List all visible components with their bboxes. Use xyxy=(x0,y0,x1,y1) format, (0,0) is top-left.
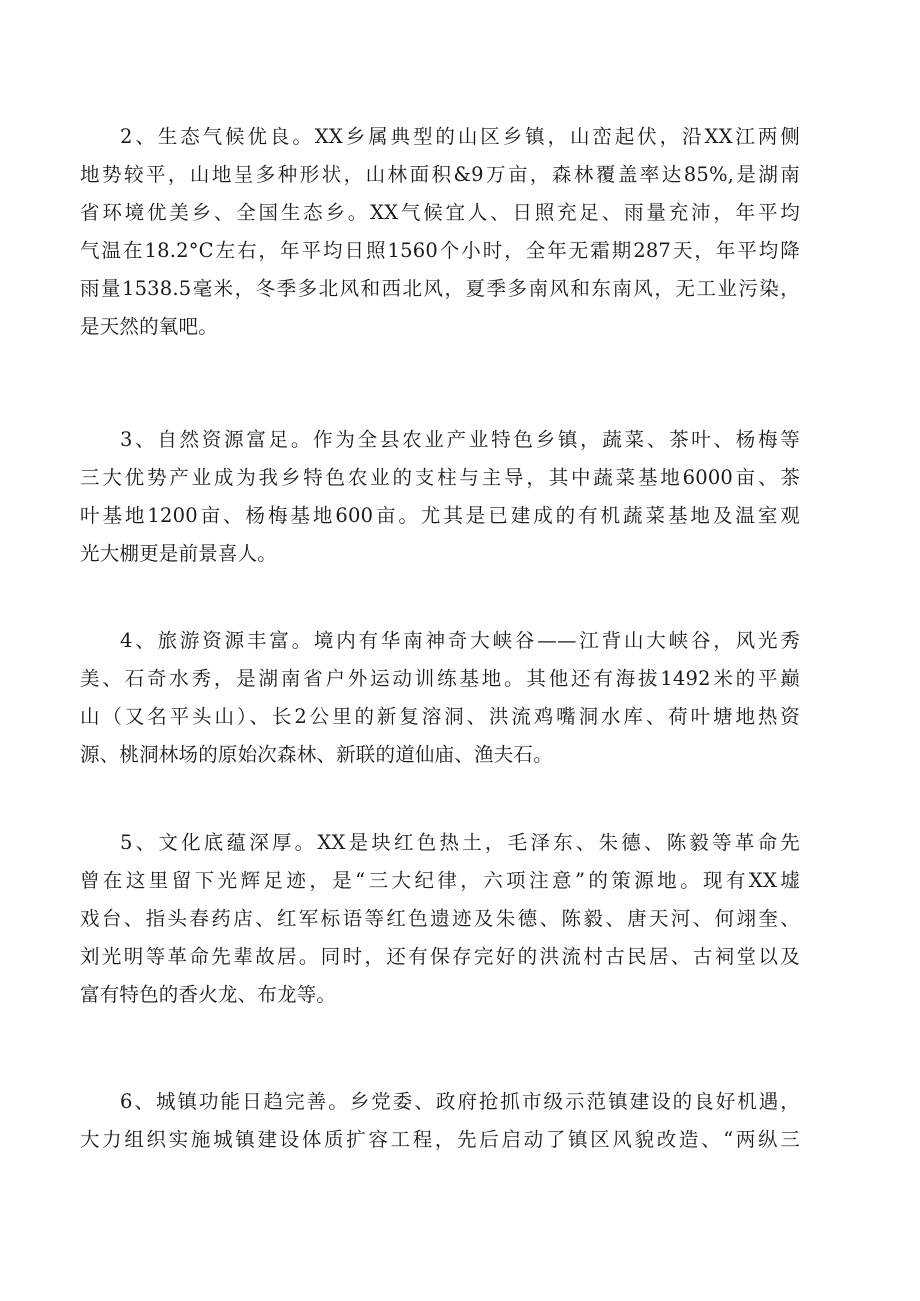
text-line: 三大优势产业成为我乡特色农业的支柱与主导，其中蔬菜基地6000亩、茶 xyxy=(80,466,800,489)
paragraph-cultural-heritage xyxy=(80,824,800,1014)
text-line: 刘光明等革命先辈故居。同时，还有保存完好的洪流村古民居、古祠堂以及 xyxy=(80,945,800,968)
text-line: 源、桃洞林场的原始次森林、新联的道仙庙、渔夫石。 xyxy=(80,743,553,766)
text-line: 是天然的氧吧。 xyxy=(80,315,218,338)
text-line: 4、旅游资源丰富。境内有华南神奇大峡谷——江背山大峡谷，风光秀 xyxy=(120,629,800,652)
text-line: 光大棚更是前景喜人。 xyxy=(80,542,278,565)
text-line: 5、文化底蕴深厚。XX是块红色热土，毛泽东、朱德、陈毅等革命先 xyxy=(120,831,800,854)
paragraph-ecology-climate xyxy=(80,118,800,346)
text-line: 雨量1538.5毫米，冬季多北风和西北风，夏季多南风和东南风，无工业污染， xyxy=(80,277,800,300)
text-line: 3、自然资源富足。作为全县农业产业特色乡镇，蔬菜、茶叶、杨梅等 xyxy=(120,428,800,451)
text-line: 叶基地1200亩、杨梅基地600亩。尤其是已建成的有机蔬菜基地及温室观 xyxy=(80,504,800,527)
text-line: 省环境优美乡、全国生态乡。XX气候宜人、日照充足、雨量充沛，年平均 xyxy=(80,201,800,224)
text-line: 美、石奇水秀，是湖南省户外运动训练基地。其他还有海拔1492米的平巅 xyxy=(80,667,800,690)
paragraph-natural-resources xyxy=(80,421,800,573)
paragraph-town-functions xyxy=(80,1083,800,1159)
text-line: 曾在这里留下光辉足迹，是“三大纪律，六项注意”的策源地。现有XX墟 xyxy=(80,869,800,892)
text-line: 气温在18.2°C左右，年平均日照1560个小时，全年无霜期287天，年平均降 xyxy=(80,239,800,262)
text-line: 富有特色的香火龙、布龙等。 xyxy=(80,983,337,1006)
text-line: 地势较平，山地呈多种形状，山林面积&9万亩，森林覆盖率达85%,是湖南 xyxy=(80,163,800,186)
text-line: 戏台、指头春药店、红军标语等红色遗迹及朱德、陈毅、唐天河、何翊奎、 xyxy=(80,907,800,930)
text-line: 山（又名平头山）、长2公里的新复溶洞、洪流鸡嘴洞水库、荷叶塘地热资 xyxy=(80,705,800,728)
text-line: 6、城镇功能日趋完善。乡党委、政府抢抓市级示范镇建设的良好机遇， xyxy=(120,1090,800,1113)
text-line: 大力组织实施城镇建设体质扩容工程，先后启动了镇区风貌改造、“两纵三 xyxy=(80,1128,800,1151)
paragraph-tourism-resources xyxy=(80,622,800,774)
text-line: 2、生态气候优良。XX乡属典型的山区乡镇，山峦起伏，沿XX江两侧 xyxy=(120,125,800,148)
